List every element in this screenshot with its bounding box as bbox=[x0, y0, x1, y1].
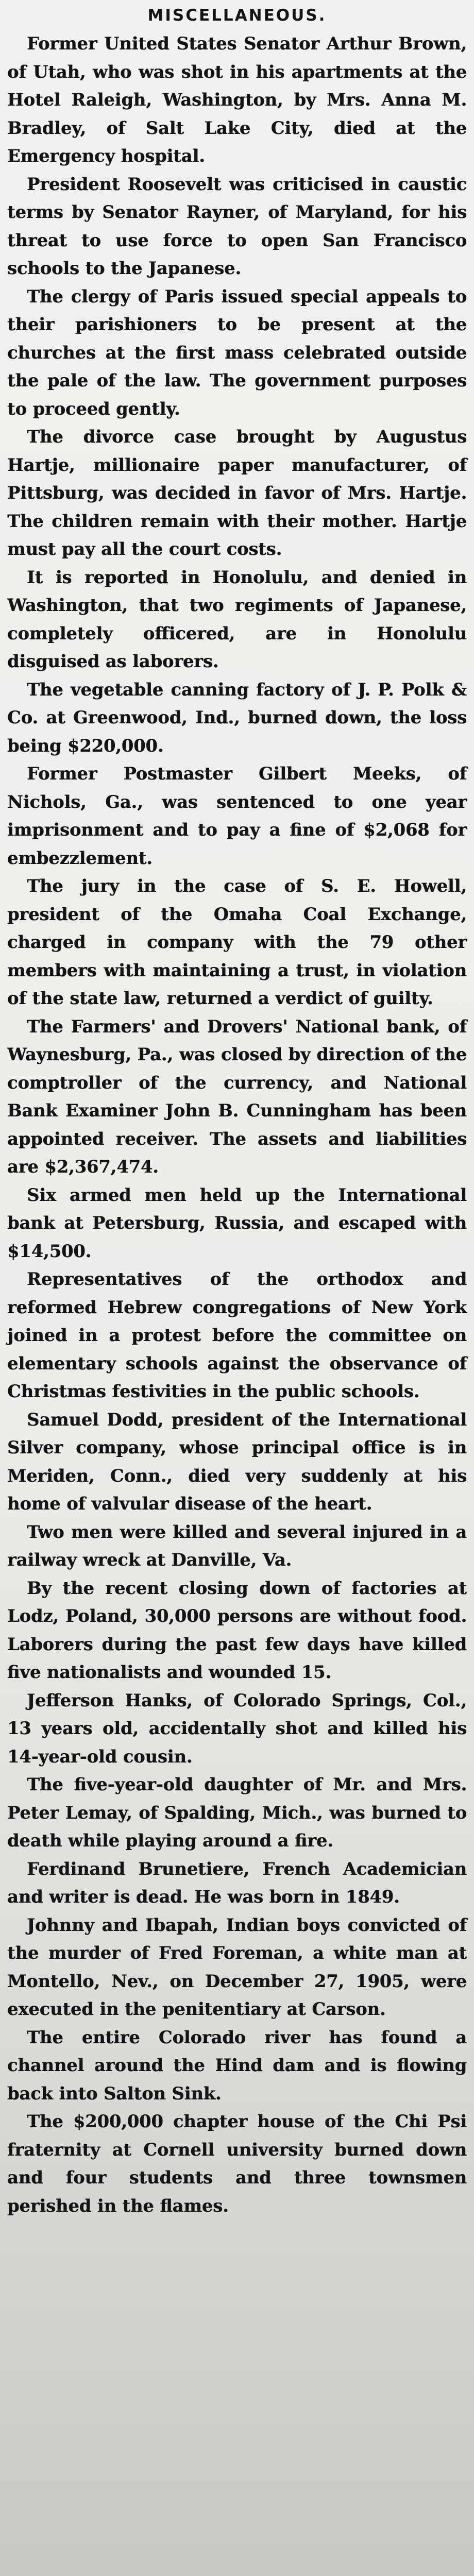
news-item: Six armed men held up the International bank at Petersburg, Russia, and escaped with $14,500. bbox=[7, 1184, 467, 1261]
news-item: Former United States Senator Arthur Brown, of Utah, who was shot in his apartments at the Hotel Raleigh, Washington, by Mrs. Anna M. Bradley, of Salt Lake City, died at the Emergency hospital. bbox=[7, 33, 467, 166]
news-column bbox=[7, 4, 467, 2220]
news-item: The five-year-old daughter of Mr. and Mrs. Peter Lemay, of Spalding, Mich., was burned to death while playing around a fire. bbox=[7, 1774, 467, 1851]
news-item: Johnny and Ibapah, Indian boys convicted of the murder of Fred Foreman, a white man at Montello, Nev., on December 27, 1905, were executed in the penitentiary at Carson. bbox=[7, 1914, 467, 2019]
news-item: The $200,000 chapter house of the Chi Psi fraternity at Cornell university burned down and four students and three townsmen perished in the flames. bbox=[7, 2111, 467, 2216]
news-item: President Roosevelt was criticised in caustic terms by Senator Rayner, of Maryland, for his threat to use force to open San Francisco schools to the Japanese. bbox=[7, 174, 467, 278]
news-item: Two men were killed and several injured in a railway wreck at Danville, Va. bbox=[7, 1521, 467, 1570]
news-item: By the recent closing down of factories at Lodz, Poland, 30,000 persons are without food. Laborers during the past few days have killed five nationalists and wounded 15. bbox=[7, 1578, 467, 1682]
news-item: It is reported in Honolulu, and denied in Washington, that two regiments of Japanese, completely officered, are in Honolulu disguised as laborers. bbox=[7, 567, 467, 671]
news-item: The entire Colorado river has found a channel around the Hind dam and is flowing back into Salton Sink. bbox=[7, 2027, 467, 2104]
section-headline: MISCELLANEOUS. bbox=[147, 6, 327, 25]
news-item: The clergy of Paris issued special appeals to their parishioners to be present at the churches at the first mass celebrated outside the pale of the law. The government purposes to proceed gently. bbox=[7, 286, 467, 419]
news-item: The divorce case brought by Augustus Hartje, millionaire paper manufacturer, of Pittsburg, was decided in favor of Mrs. Hartje. The children remain with their mother. Hartje must pay all the court costs. bbox=[7, 427, 467, 559]
news-item: Representatives of the orthodox and reformed Hebrew congregations of New York joined in a protest before the committee on elementary schools against the observance of Christmas festivities in the public schools. bbox=[7, 1269, 467, 1401]
news-item: Former Postmaster Gilbert Meeks, of Nichols, Ga., was sentenced to one year imprisonment and to pay a fine of $2,068 for embezzlement. bbox=[7, 764, 467, 868]
news-item: Jefferson Hanks, of Colorado Springs, Col., 13 years old, accidentally shot and killed his 14-year-old cousin. bbox=[7, 1690, 467, 1767]
news-item: Samuel Dodd, president of the International Silver company, whose principal office is in Meriden, Conn., died very suddenly at his home of valvular disease of the heart. bbox=[7, 1409, 467, 1514]
news-item: The jury in the case of S. E. Howell, president of the Omaha Coal Exchange, charged in company with the 79 other members with maintaining a trust, in violation of the state law, returned a verdict of guilty. bbox=[7, 876, 467, 1008]
news-item: Ferdinand Brunetiere, French Academician and writer is dead. He was born in 1849. bbox=[7, 1858, 467, 1907]
news-item: The vegetable canning factory of J. P. Polk & Co. at Greenwood, Ind., burned down, the loss being $220,000. bbox=[7, 679, 467, 756]
news-item: The Farmers' and Drovers' National bank, of Waynesburg, Pa., was closed by direction of the comptroller of the currency, and National Bank Examiner John B. Cunningham has been appointed receiver. The assets and liabilities are $2,367,474. bbox=[7, 1016, 467, 1177]
